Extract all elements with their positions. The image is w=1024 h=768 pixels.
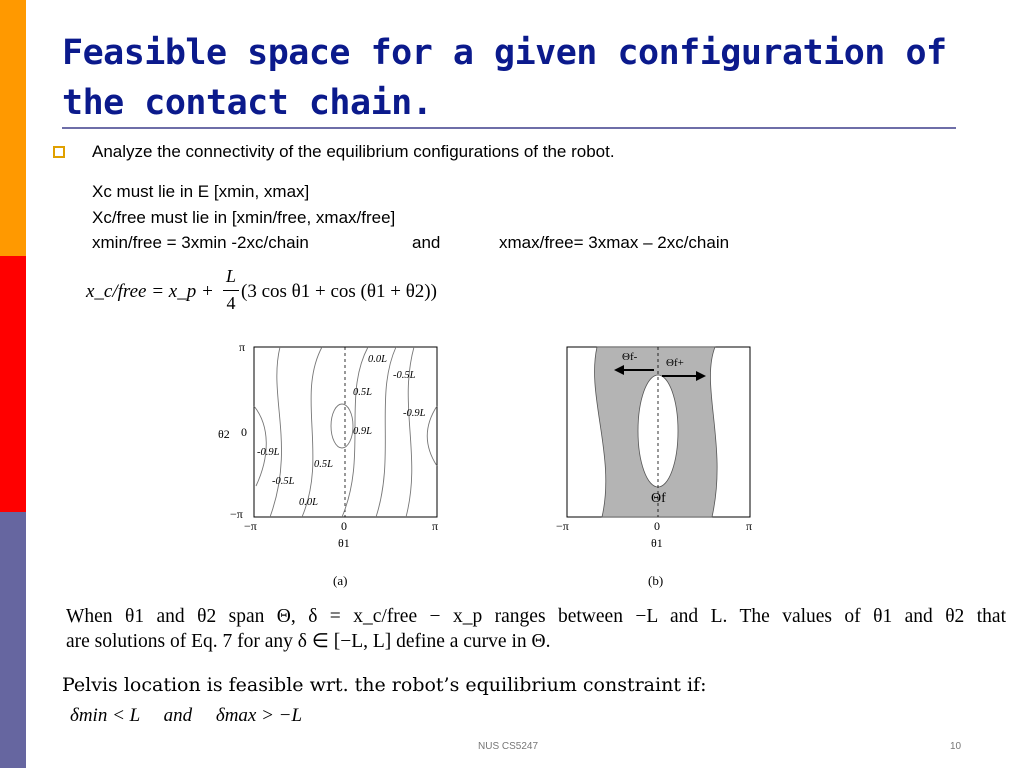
formula-rhs: (3 cos θ1 + cos (θ1 + θ2)) (241, 281, 437, 302)
formula-frac-den: 4 (226, 293, 236, 313)
contour-label: 0.5L (353, 387, 372, 398)
contour-label: 0.0L (368, 354, 387, 365)
footer-page-number: 10 (950, 741, 962, 752)
label-theta-f: Θf (651, 491, 666, 506)
contour-label: 0.9L (353, 426, 372, 437)
contour-label: -0.9L (403, 408, 426, 419)
title-line-2: the contact chain. (62, 83, 433, 123)
contour-label: 0.5L (314, 459, 333, 470)
eq-and: and (412, 233, 441, 252)
contour-label: -0.9L (257, 447, 280, 458)
stripe-red (0, 256, 26, 512)
x-tick-left: −π (556, 519, 569, 533)
figure-a (210, 336, 460, 592)
contour-label: -0.5L (393, 370, 416, 381)
x-tick-left: −π (244, 519, 257, 533)
y-axis-label: θ2 (218, 427, 230, 441)
formula-frac-num: L (225, 266, 236, 286)
figure-caption (66, 604, 1006, 654)
formula (86, 266, 486, 316)
figure-b (550, 336, 770, 592)
caption-line-1: When θ1 and θ2 span Θ, δ = x_c/free − x_p ranges between −L and L. The values of θ1 and θ2 that (66, 606, 1006, 627)
x-tick-mid: 0 (654, 519, 660, 533)
bullet-square-icon (53, 146, 65, 158)
label-theta-f-plus: Θf+ (666, 357, 684, 369)
y-tick-mid: 0 (241, 425, 247, 439)
x-axis-label: θ1 (651, 536, 663, 550)
label-theta-f-minus: Θf- (622, 351, 638, 363)
caption-line-2: are solutions of Eq. 7 for any δ ∈ [−L, L] define a curve in Θ. (66, 631, 551, 652)
line-xc-free: Xc/free must lie in [xmin/free, xmax/free] (92, 208, 396, 227)
x-tick-right: π (746, 519, 753, 533)
contour-label: -0.5L (272, 476, 295, 487)
eq-xmin-free: xmin/free = 3xmin -2xc/chain (92, 233, 309, 252)
y-tick-bottom: −π (230, 507, 243, 521)
title-line-1: Feasible space for a given configuration of (62, 33, 947, 73)
eq-xmax-free: xmax/free= 3xmax – 2xc/chain (499, 233, 730, 252)
formula-lhs: x_c/free = x_p + (86, 281, 214, 302)
stripe-orange (0, 0, 26, 256)
figure-b-caption: (b) (648, 573, 664, 588)
bullet-text: Analyze the connectivity of the equilibrium configurations of the robot. (92, 142, 615, 161)
pelvis-text: Pelvis location is feasible wrt. the robot’s equilibrium constraint if: (62, 674, 707, 696)
title-divider (62, 127, 956, 129)
footer-course: NUS CS5247 (478, 741, 539, 752)
stripe-purple (0, 512, 26, 768)
x-tick-right: π (432, 519, 439, 533)
contour-label: 0.0L (299, 497, 318, 508)
x-axis-label: θ1 (338, 536, 350, 550)
condition-formula: δmin < L and δmax > −L (70, 705, 303, 726)
y-tick-top: π (239, 340, 246, 354)
figure-a-caption: (a) (333, 573, 348, 588)
line-xc: Xc must lie in E [xmin, xmax] (92, 182, 310, 201)
x-tick-mid: 0 (341, 519, 347, 533)
slide-title (62, 28, 962, 128)
formula-frac-bar (223, 290, 239, 291)
